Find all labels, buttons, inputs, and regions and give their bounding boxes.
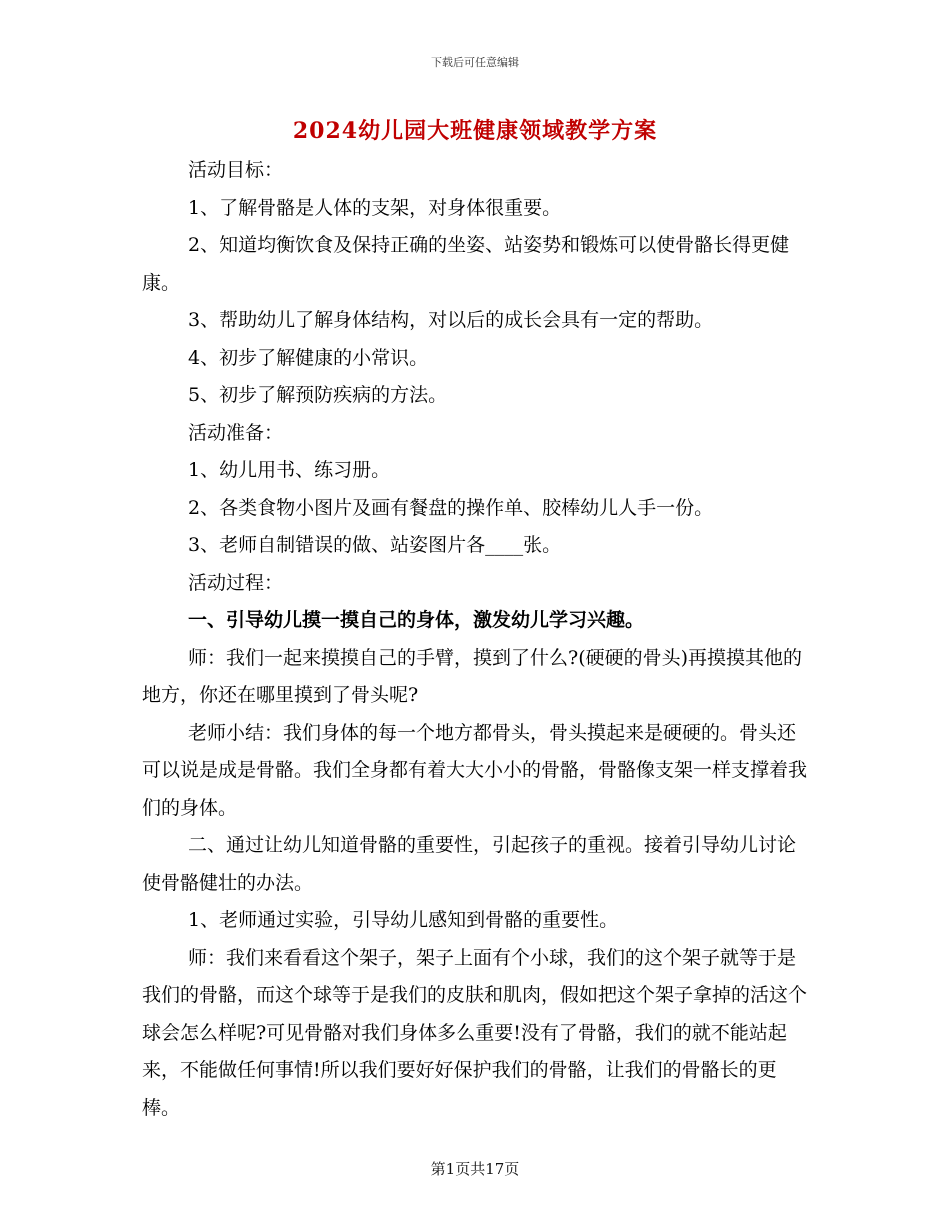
paragraph: 1、幼儿用书、练习册。 <box>188 459 391 481</box>
section-heading: 一、引导幼儿摸一摸自己的身体，激发幼儿学习兴趣。 <box>188 609 645 631</box>
document-title: 2024幼儿园大班健康领域教学方案 <box>292 118 658 144</box>
paragraph: 活动准备： <box>188 421 284 444</box>
paragraph: 老师小结：我们身体的每一个地方都骨头，骨头摸起来是硬硬的。骨头还可以说是成是骨骼。我们全身都有着大大小小的骨骼，骨骼像支架一样支撑着我们的身体。 <box>142 721 808 819</box>
paragraph: 二、通过让幼儿知道骨骼的重要性，引起孩子的重视。接着引导幼儿讨论使骨骼健壮的办法。 <box>142 834 797 894</box>
paragraph: 3、帮助幼儿了解身体结构，对以后的成长会具有一定的帮助。 <box>188 309 714 331</box>
paragraph: 5、初步了解预防疾病的方法。 <box>188 384 448 406</box>
header-note: 下载后可任意编辑 <box>431 56 519 69</box>
paragraph: 活动目标： <box>188 159 284 181</box>
paragraph: 活动过程： <box>188 571 284 594</box>
paragraph: 1、了解骨骼是人体的支架，对身体很重要。 <box>188 196 562 219</box>
paragraph: 师：我们一起来摸摸自己的手臂，摸到了什么?(硬硬的骨头)再摸摸其他的地方，你还在哪里摸到了骨头呢? <box>142 646 803 706</box>
paragraph: 2、各类食物小图片及画有餐盘的操作单、胶棒幼儿人手一份。 <box>188 496 714 519</box>
document-body <box>142 152 814 1127</box>
page-footer: 第1页共17页 <box>430 1160 520 1178</box>
paragraph: 师：我们来看看这个架子，架子上面有个小球，我们的这个架子就等于是我们的骨骼，而这个球等于是我们的皮肤和肌肉，假如把这个架子拿掉的活这个球会怎么样呢?可见骨骼对我们身体多么重要!没有了骨骼，我们的就不能站起来，不能做任何事情!所以我们要好好保护我们的骨骼，让我们的骨骼长的更棒。 <box>142 946 808 1119</box>
paragraph: 4、初步了解健康的小常识。 <box>188 346 429 369</box>
paragraph: 1、老师通过实验，引导幼儿感知到骨骼的重要性。 <box>188 909 619 931</box>
paragraph: 3、老师自制错误的做、站姿图片各____张。 <box>188 534 562 556</box>
paragraph: 2、知道均衡饮食及保持正确的坐姿、站姿势和锻炼可以使骨骼长得更健康。 <box>142 234 790 294</box>
